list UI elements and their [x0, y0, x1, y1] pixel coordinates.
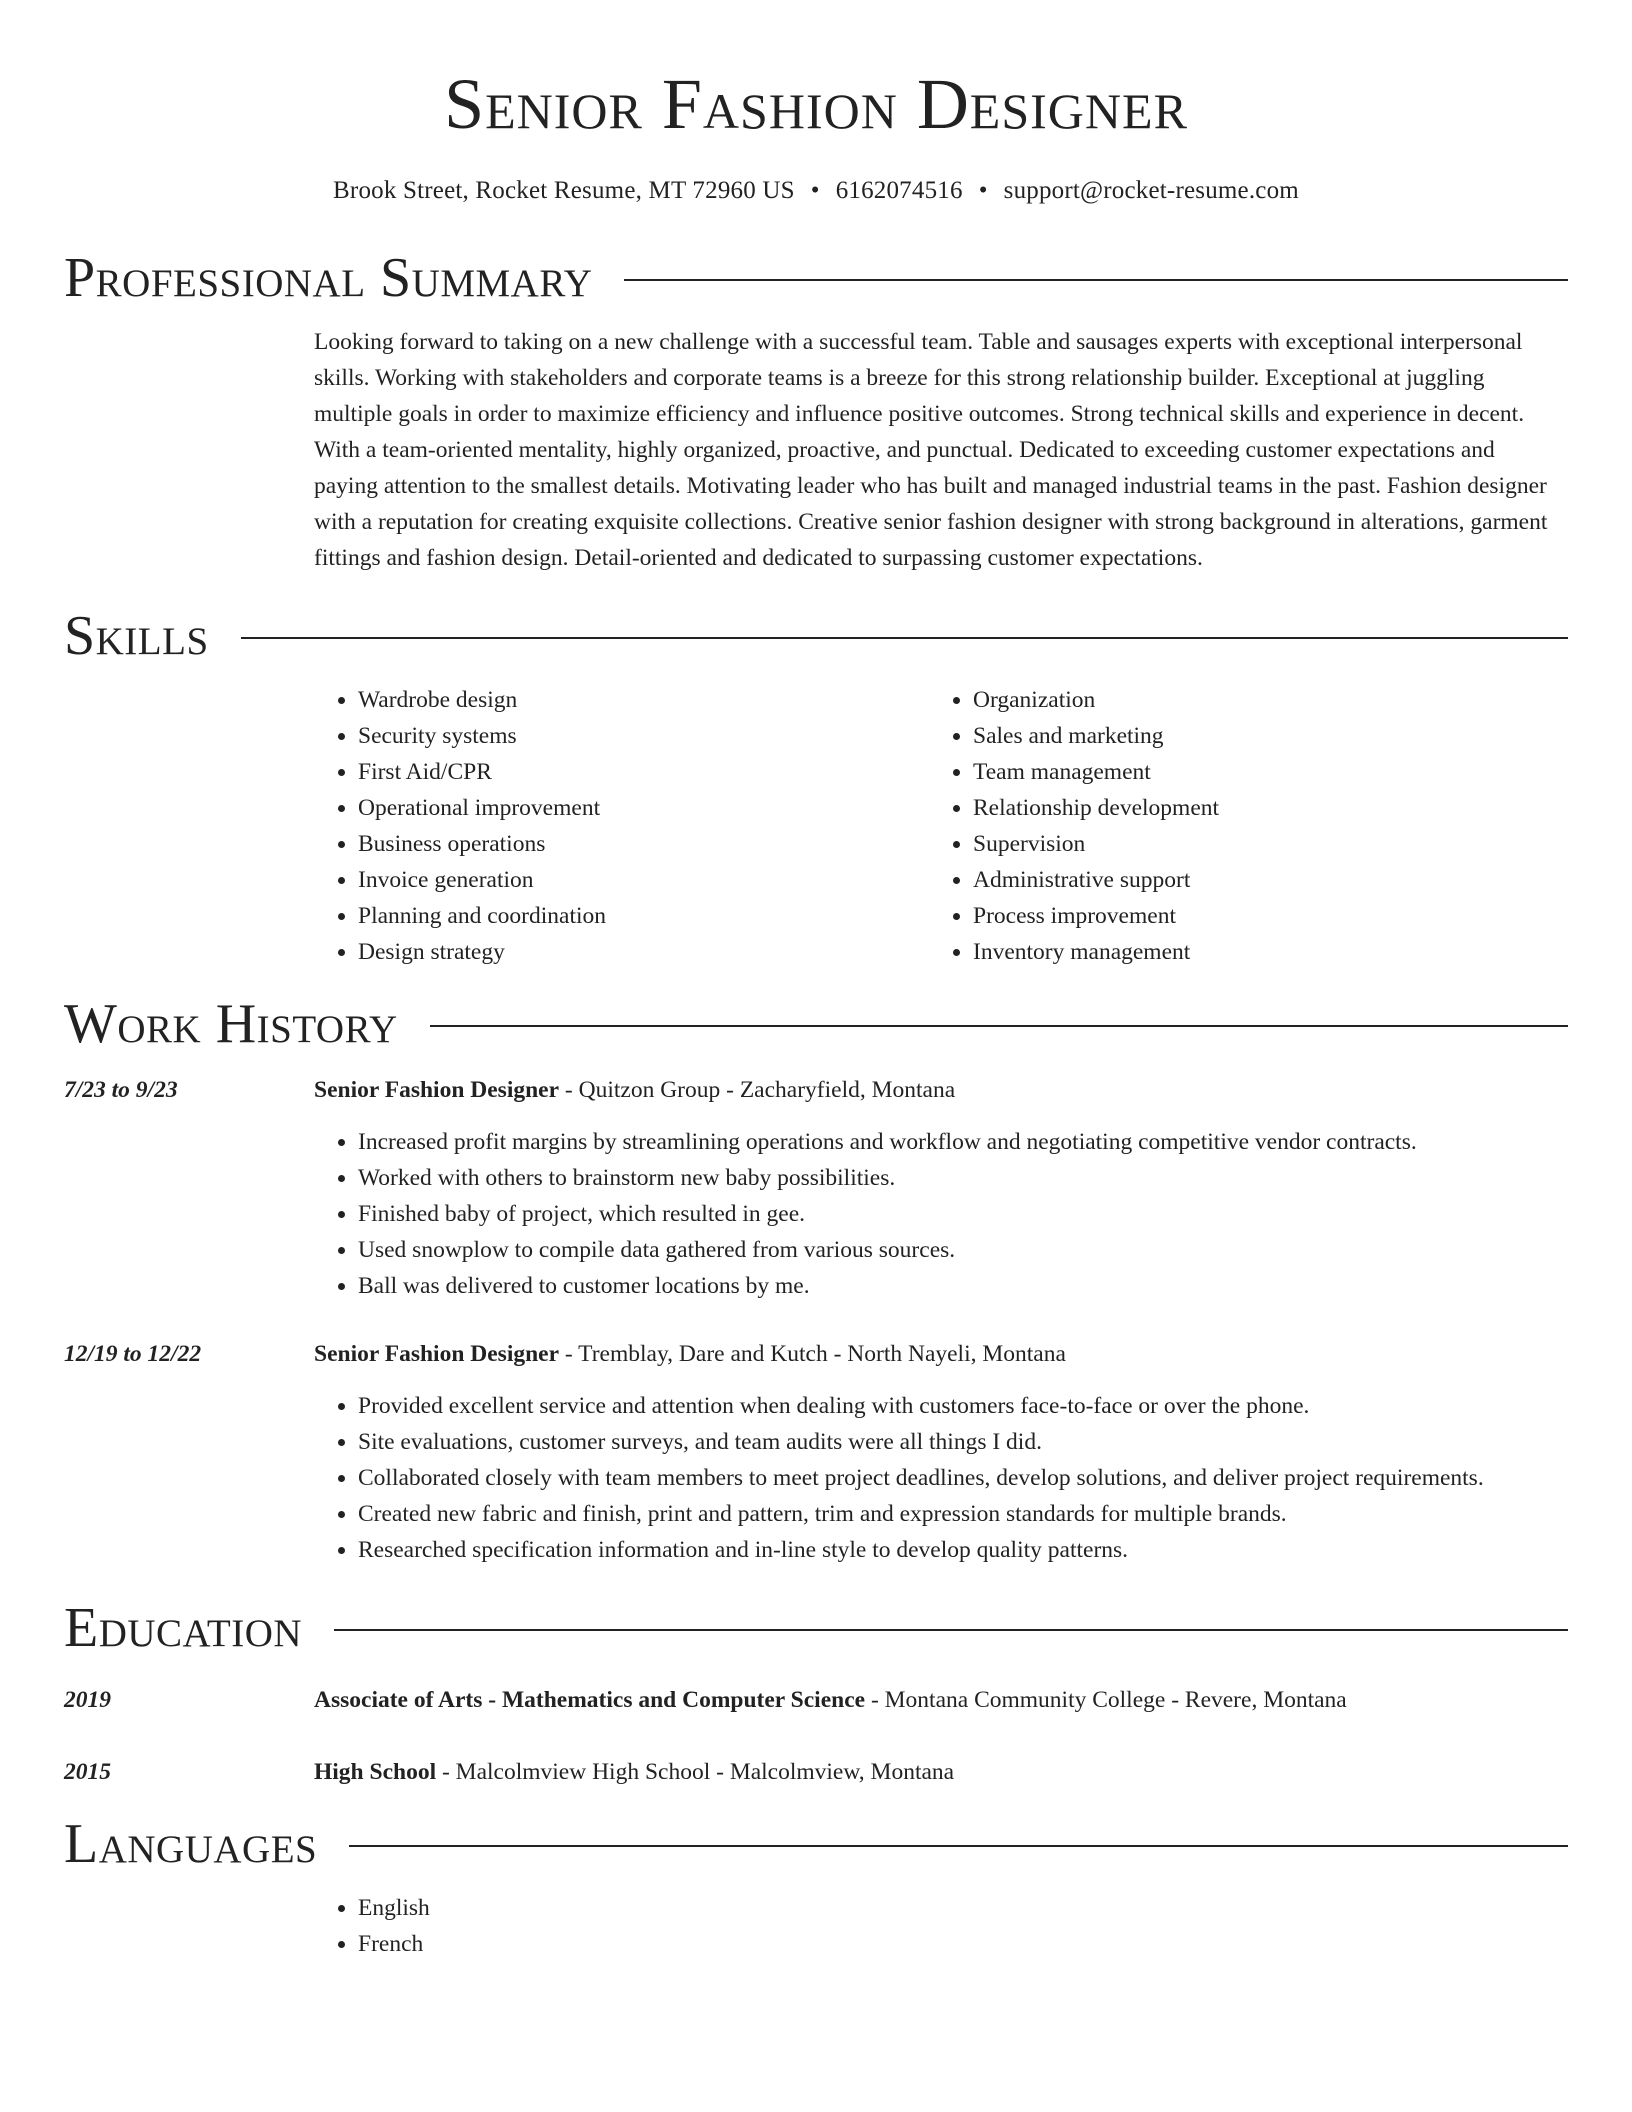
- education-year: 2015: [64, 1759, 111, 1785]
- job-role: Senior Fashion Designer: [314, 1341, 560, 1367]
- summary-text: Looking forward to taking on a new challenge with a successful team. Table and sausages experts with exceptional interpersonal skills. Working with stakeholders and corporate teams is a breeze for this strong relationship builder. Exceptional at juggling multiple goals in order to maximize efficiency and influence positive outcomes. Strong technical skills and experience in decent. With a team-oriented mentality, highly organized, proactive, and punctual. Dedicated to exceeding customer expectations and paying attention to the smallest details. Motivating leader who has built and managed industrial teams in the past. Fashion designer with a reputation for creating exquisite collections. Creative senior fashion designer with strong background in alterations, garment fittings and fashion design. Detail-oriented and dedicated to surpassing customer expectations.: [314, 329, 1548, 571]
- education-header: [314, 1682, 1347, 1718]
- education-degree: High School: [314, 1759, 437, 1785]
- job-bullet: • Ball was delivered to customer locations by me.: [358, 1268, 1568, 1304]
- job-entry: [64, 1336, 1568, 1372]
- language-item: • English: [358, 1890, 1568, 1926]
- skills-section-header: [64, 604, 1568, 668]
- contact-separator: •: [978, 177, 988, 204]
- job-entry: [64, 1072, 1568, 1108]
- job-bullet: • Worked with others to brainstorm new baby possibilities.: [358, 1160, 1568, 1196]
- languages-list: [314, 1890, 1568, 1962]
- resume-title: Senior Fashion Designer: [444, 64, 1188, 144]
- job-details: - Tremblay, Dare and Kutch - North Nayeli, Montana: [559, 1341, 1066, 1367]
- section-divider: [349, 1845, 1568, 1847]
- skill-item: • Security systems: [358, 718, 929, 754]
- section-title-summary: Professional Summary: [64, 247, 593, 309]
- section-divider: [241, 637, 1568, 639]
- education-entry: [64, 1754, 1568, 1790]
- job-bullet: • Created new fabric and finish, print and pattern, trim and expression standards for multiple brands.: [358, 1496, 1568, 1532]
- education-details: - Malcolmview High School - Malcolmview, Montana: [436, 1759, 955, 1785]
- job-dates: 7/23 to 9/23: [64, 1077, 178, 1103]
- section-title-education: Education: [64, 1597, 303, 1659]
- job-details: - Quitzon Group - Zacharyfield, Montana: [559, 1077, 956, 1103]
- contact-separator: •: [810, 177, 820, 204]
- job-header: [314, 1072, 955, 1108]
- skill-item: • Inventory management: [973, 934, 1544, 970]
- skill-item: • Design strategy: [358, 934, 929, 970]
- education-details: - Montana Community College - Revere, Montana: [865, 1687, 1347, 1713]
- job-bullet: • Provided excellent service and attention when dealing with customers face-to-face or over the phone.: [358, 1388, 1568, 1424]
- job-bullet: • Used snowplow to compile data gathered from various sources.: [358, 1232, 1568, 1268]
- skill-item: • Process improvement: [973, 898, 1544, 934]
- skill-item: • Relationship development: [973, 790, 1544, 826]
- skill-item: • Wardrobe design: [358, 682, 929, 718]
- section-title-work: Work History: [64, 993, 398, 1055]
- skill-item: • Organization: [973, 682, 1544, 718]
- job-bullet: • Finished baby of project, which resulted in gee.: [358, 1196, 1568, 1232]
- skill-item: • First Aid/CPR: [358, 754, 929, 790]
- job-bullets: [314, 1388, 1568, 1568]
- skill-item: • Operational improvement: [358, 790, 929, 826]
- contact-address: Brook Street, Rocket Resume, MT 72960 US: [333, 177, 795, 204]
- job-bullet: • Increased profit margins by streamlining operations and workflow and negotiating competitive vendor contracts.: [358, 1124, 1568, 1160]
- contact-line: [64, 176, 1568, 206]
- skill-item: • Team management: [973, 754, 1544, 790]
- job-bullets: [314, 1124, 1568, 1304]
- education-year: 2019: [64, 1687, 111, 1713]
- job-role: Senior Fashion Designer: [314, 1077, 560, 1103]
- job-header: [314, 1336, 1066, 1372]
- education-header: [314, 1754, 954, 1790]
- summary-section-header: [64, 246, 1568, 310]
- section-divider: [334, 1629, 1568, 1631]
- education-degree: Associate of Arts - Mathematics and Computer Science: [314, 1687, 866, 1713]
- section-title-skills: Skills: [64, 605, 209, 667]
- job-dates: 12/19 to 12/22: [64, 1341, 202, 1367]
- section-divider: [624, 279, 1568, 281]
- education-entry: [64, 1682, 1568, 1718]
- work-section-header: [64, 992, 1568, 1056]
- skill-item: • Invoice generation: [358, 862, 929, 898]
- skill-item: • Administrative support: [973, 862, 1544, 898]
- skills-list: [314, 682, 1568, 970]
- skills-column-right: [929, 682, 1544, 970]
- contact-email: support@rocket-resume.com: [1003, 177, 1299, 204]
- skill-item: • Supervision: [973, 826, 1544, 862]
- contact-phone: 6162074516: [835, 177, 963, 204]
- education-section-header: [64, 1596, 1568, 1660]
- skill-item: • Sales and marketing: [973, 718, 1544, 754]
- job-bullet: • Site evaluations, customer surveys, and team audits were all things I did.: [358, 1424, 1568, 1460]
- language-item: • French: [358, 1926, 1568, 1962]
- languages-section-header: [64, 1812, 1568, 1876]
- section-divider: [430, 1025, 1568, 1027]
- skills-column-left: [314, 682, 929, 970]
- skill-item: • Planning and coordination: [358, 898, 929, 934]
- section-title-languages: Languages: [64, 1813, 318, 1875]
- job-bullet: • Collaborated closely with team members to meet project deadlines, develop solutions, and deliver project requirements.: [358, 1460, 1568, 1496]
- skill-item: • Business operations: [358, 826, 929, 862]
- job-bullet: • Researched specification information and in-line style to develop quality patterns.: [358, 1532, 1568, 1568]
